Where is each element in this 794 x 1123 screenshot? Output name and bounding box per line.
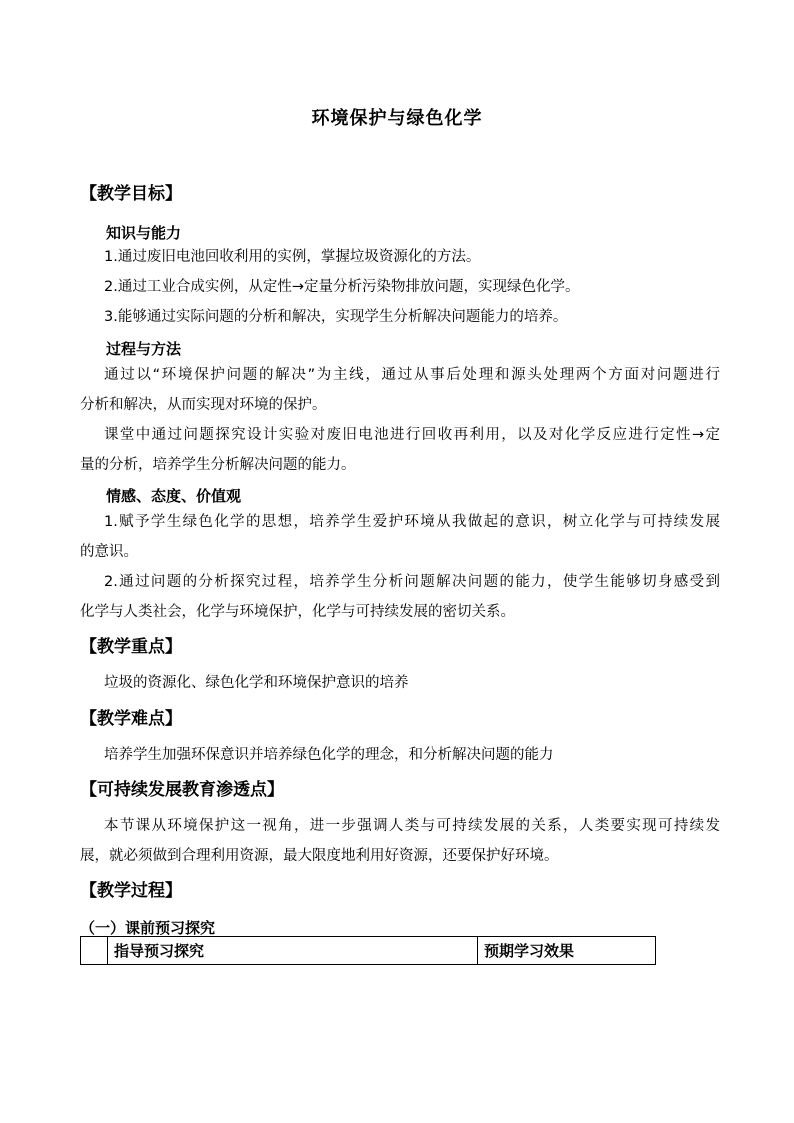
section-process-heading: 【教学过程】 bbox=[80, 881, 182, 901]
section-difficulties-heading: 【教学难点】 bbox=[80, 709, 182, 729]
knowledge-heading: 知识与能力 bbox=[106, 224, 182, 242]
preview-table bbox=[80, 936, 656, 965]
table-cell-empty bbox=[81, 937, 108, 965]
methods-paragraph-2-line-2: 量的分析，培养学生分析解决问题的能力。 bbox=[80, 457, 356, 473]
knowledge-item-2: 2.通过工业合成实例，从定性→定量分析污染物排放问题，实现绿色化学。 bbox=[104, 279, 580, 295]
table-header-expected: 预期学习效果 bbox=[478, 937, 656, 965]
methods-paragraph-1-line-2: 分析和解决，从而实现对环境的保护。 bbox=[80, 397, 327, 413]
subsection-heading: （一）课前预习探究 bbox=[80, 919, 216, 937]
table-row bbox=[81, 937, 656, 965]
methods-paragraph-1-line-1: 通过以“环境保护问题的解决”为主线，通过从事后处理和源头处理两个方面对问题进行 bbox=[104, 367, 720, 383]
values-paragraph-1-line-2: 的意识。 bbox=[80, 544, 138, 560]
section-objectives-heading: 【教学目标】 bbox=[80, 184, 182, 204]
values-paragraph-1-line-1: 1.赋予学生绿色化学的思想，培养学生爱护环境从我做起的意识，树立化学与可持续发展 bbox=[104, 514, 720, 530]
difficulties-text: 培养学生加强环保意识并培养绿色化学的理念，和分析解决问题的能力 bbox=[104, 747, 554, 763]
section-sustainable-heading: 【可持续发展教育渗透点】 bbox=[80, 780, 284, 800]
methods-heading: 过程与方法 bbox=[106, 340, 182, 358]
knowledge-item-3: 3.能够通过实际问题的分析和解决，实现学生分析解决问题能力的培养。 bbox=[104, 309, 568, 325]
methods-paragraph-2-line-1: 课堂中通过问题探究设计实验对废旧电池进行回收再利用，以及对化学反应进行定性→定 bbox=[104, 427, 720, 443]
table-header-guide: 指导预习探究 bbox=[108, 937, 478, 965]
section-key-points-heading: 【教学重点】 bbox=[80, 637, 182, 657]
values-paragraph-2-line-2: 化学与人类社会，化学与环境保护，化学与可持续发展的密切关系。 bbox=[80, 604, 515, 620]
sustainable-line-1: 本节课从环境保护这一视角，进一步强调人类与可持续发展的关系，人类要实现可持续发 bbox=[104, 818, 720, 834]
knowledge-item-1: 1.通过废旧电池回收利用的实例，掌握垃圾资源化的方法。 bbox=[104, 249, 481, 265]
values-heading: 情感、态度、价值观 bbox=[106, 487, 242, 505]
page-title: 环境保护与绿色化学 bbox=[311, 108, 483, 129]
values-paragraph-2-line-1: 2.通过问题的分析探究过程，培养学生分析问题解决问题的能力，使学生能够切身感受到 bbox=[104, 574, 720, 590]
key-points-text: 垃圾的资源化、绿色化学和环境保护意识的培养 bbox=[104, 675, 409, 691]
sustainable-line-2: 展，就必须做到合理利用资源，最大限度地利用好资源，还要保护好环境。 bbox=[80, 848, 559, 864]
